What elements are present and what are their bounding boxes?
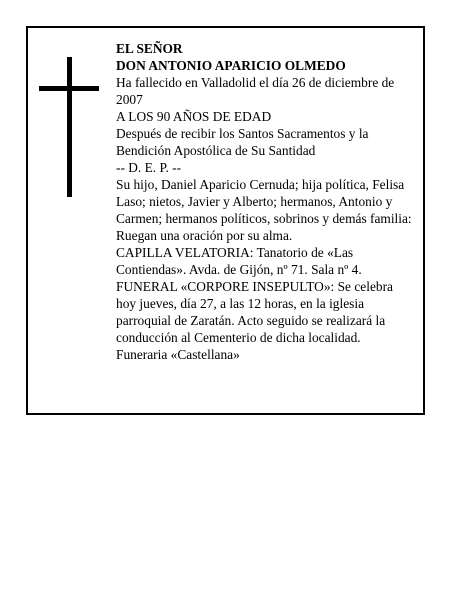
- rip-line: -- D. E. P. --: [116, 160, 182, 175]
- funeral-home: Funeraria «Castellana»: [116, 347, 240, 362]
- cross-vertical-bar: [67, 57, 72, 197]
- sacraments-line: Después de recibir los Santos Sacramentos y la Bendición Apostólica de Su Santidad: [116, 126, 369, 158]
- family-line: Su hijo, Daniel Aparicio Cernuda; hija política, Felisa Laso; nietos, Javier y Alberto; hermanos, Antonio y Carmen; hermanos políticos, sobrinos y demás familia:: [116, 177, 412, 226]
- death-info: Ha fallecido en Valladolid el día 26 de diciembre de 2007: [116, 75, 395, 107]
- chapel-info: CAPILLA VELATORIA: Tanatorio de «Las Contiendas». Avda. de Gijón, nº 71. Sala nº 4.: [116, 245, 362, 277]
- funeral-info: FUNERAL «CORPORE INSEPULTO»: Se celebra hoy jueves, día 27, a las 12 horas, en la iglesia parroquial de Zaratán. Acto seguido se realizará la conducción al Cementerio de dicha localidad.: [116, 279, 393, 345]
- obituary-notice: [26, 26, 425, 415]
- deceased-name: DON ANTONIO APARICIO OLMEDO: [116, 58, 346, 73]
- prayer-request: Ruegan una oración por su alma.: [116, 228, 293, 243]
- age-line: A LOS 90 AÑOS DE EDAD: [116, 109, 272, 124]
- title-line-1: EL SEÑOR: [116, 41, 183, 56]
- cross-horizontal-bar: [39, 86, 99, 91]
- notice-body: [116, 40, 416, 363]
